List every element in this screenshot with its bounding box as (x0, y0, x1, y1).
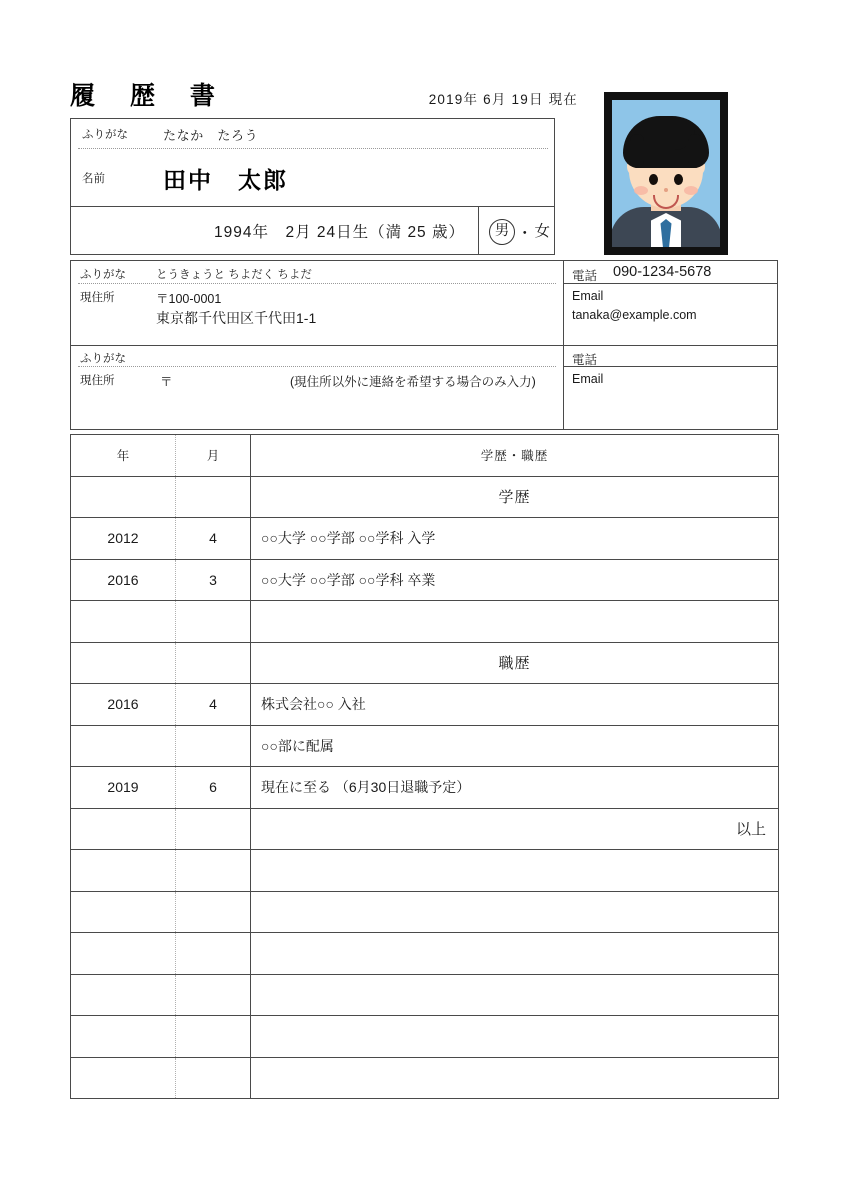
history-month-cell[interactable] (176, 974, 251, 1016)
history-month-cell[interactable] (176, 642, 251, 684)
history-content-cell[interactable] (251, 601, 779, 643)
table-row (71, 725, 779, 767)
history-year-cell[interactable] (71, 1016, 176, 1058)
table-row (71, 476, 779, 518)
history-year-cell[interactable] (71, 476, 176, 518)
history-content-cell[interactable]: ○○部に配属 (251, 725, 779, 767)
header-month: 月 (176, 435, 251, 477)
history-year-cell[interactable] (71, 601, 176, 643)
primary-address-value[interactable]: 東京都千代田区千代田1-1 (156, 310, 317, 326)
education-work-history-table (70, 434, 779, 1099)
history-month-cell[interactable]: 3 (176, 559, 251, 601)
history-section-heading[interactable]: 職歴 (251, 642, 779, 684)
secondary-email-label: Email (572, 372, 604, 386)
history-year-cell[interactable] (71, 933, 176, 975)
history-year-cell[interactable]: 2012 (71, 518, 176, 560)
gender-cell-divider (478, 206, 479, 255)
history-month-cell[interactable] (176, 891, 251, 933)
history-year-cell[interactable] (71, 850, 176, 892)
history-year-cell[interactable]: 2016 (71, 559, 176, 601)
gender-selector[interactable] (489, 219, 550, 245)
table-row (71, 601, 779, 643)
page-title: 履 歴 書 (70, 82, 229, 110)
primary-email-value[interactable]: tanaka@example.com (572, 308, 697, 322)
name-birth-divider (70, 206, 555, 207)
table-row (71, 767, 779, 809)
history-content-cell[interactable] (251, 850, 779, 892)
table-row (71, 642, 779, 684)
photo-eye-left (649, 174, 658, 185)
history-section-heading[interactable]: 学歴 (251, 476, 779, 518)
history-content-cell[interactable]: 株式会社○○ 入社 (251, 684, 779, 726)
history-month-cell[interactable] (176, 601, 251, 643)
history-content-cell[interactable]: 現在に至る （6月30日退職予定） (251, 767, 779, 809)
history-content-cell[interactable] (251, 1057, 779, 1099)
history-month-cell[interactable]: 6 (176, 767, 251, 809)
gender-male-option[interactable]: 男 (489, 219, 515, 245)
history-month-cell[interactable]: 4 (176, 518, 251, 560)
secondary-furigana-label: ふりがな (80, 353, 126, 365)
photo-hair-sideburn-right (688, 134, 702, 168)
primary-phone-label: 電話 (572, 269, 598, 283)
photo-cheek-left (634, 186, 648, 195)
history-content-cell[interactable] (251, 891, 779, 933)
primary-address-label: 現住所 (80, 292, 115, 304)
history-month-cell[interactable] (176, 808, 251, 850)
gender-separator: ・ (517, 225, 533, 242)
table-row (71, 684, 779, 726)
history-year-cell[interactable] (71, 974, 176, 1016)
primary-furigana-label: ふりがな (80, 269, 126, 281)
primary-postal-code[interactable]: 〒100-0001 (156, 292, 222, 306)
secondary-address-note: (現住所以外に連絡を希望する場合のみ入力) (290, 375, 536, 389)
document-date: 2019年 6月 19日 現在 (428, 92, 578, 107)
primary-furigana-value[interactable]: とうきょうと ちよだく ちよだ (156, 269, 312, 281)
history-content-cell[interactable] (251, 974, 779, 1016)
table-row (71, 559, 779, 601)
history-month-cell[interactable] (176, 850, 251, 892)
table-row (71, 1057, 779, 1099)
photo-hair-sideburn-left (630, 134, 644, 168)
history-year-cell[interactable] (71, 1057, 176, 1099)
history-month-cell[interactable]: 4 (176, 684, 251, 726)
table-row (71, 974, 779, 1016)
history-month-cell[interactable] (176, 1016, 251, 1058)
history-month-cell[interactable] (176, 725, 251, 767)
table-row (71, 850, 779, 892)
history-content-cell[interactable]: ○○大学 ○○学部 ○○学科 卒業 (251, 559, 779, 601)
history-month-cell[interactable] (176, 933, 251, 975)
secondary-postal-mark[interactable]: 〒 (160, 375, 173, 389)
history-table-body (71, 435, 779, 1099)
header-year: 年 (71, 435, 176, 477)
history-month-cell[interactable] (176, 1057, 251, 1099)
name-furigana-divider (78, 148, 548, 149)
history-year-cell[interactable]: 2019 (71, 767, 176, 809)
history-content-cell[interactable] (251, 933, 779, 975)
history-year-cell[interactable] (71, 808, 176, 850)
photo-nose (664, 188, 668, 192)
primary-phone-value[interactable]: 090-1234-5678 (613, 264, 712, 280)
history-content-cell[interactable] (251, 1016, 779, 1058)
photo-cheek-right (684, 186, 698, 195)
history-year-cell[interactable] (71, 642, 176, 684)
id-photo-image (612, 100, 720, 247)
address-sections-divider (70, 345, 778, 346)
header-content: 学歴・職歴 (251, 435, 779, 477)
id-photo (604, 92, 728, 255)
history-year-cell[interactable]: 2016 (71, 684, 176, 726)
address-contact-divider (563, 260, 564, 430)
name-value[interactable]: 田中 太郎 (163, 167, 288, 193)
table-row (71, 518, 779, 560)
photo-eye-right (674, 174, 683, 185)
history-month-cell[interactable] (176, 476, 251, 518)
gender-female-option[interactable]: 女 (534, 223, 551, 241)
table-row (71, 808, 779, 850)
secondary-address-label: 現住所 (80, 375, 115, 387)
secondary-address-furigana-divider (78, 366, 556, 367)
history-year-cell[interactable] (71, 891, 176, 933)
name-label: 名前 (82, 173, 105, 185)
furigana-value[interactable]: たなか たろう (163, 128, 259, 143)
table-row (71, 1016, 779, 1058)
secondary-phone-label: 電話 (572, 353, 598, 367)
primary-address-furigana-divider (78, 283, 556, 284)
birthdate-value[interactable]: 1994年 2月 24日生（満 25 歳） (213, 224, 465, 241)
table-row (71, 891, 779, 933)
furigana-label: ふりがな (82, 129, 128, 141)
history-table-header-row (71, 435, 779, 477)
history-year-cell[interactable] (71, 725, 176, 767)
history-end-marker[interactable]: 以上 (251, 808, 779, 850)
table-row (71, 933, 779, 975)
history-content-cell[interactable]: ○○大学 ○○学部 ○○学科 入学 (251, 518, 779, 560)
primary-email-label: Email (572, 289, 604, 303)
